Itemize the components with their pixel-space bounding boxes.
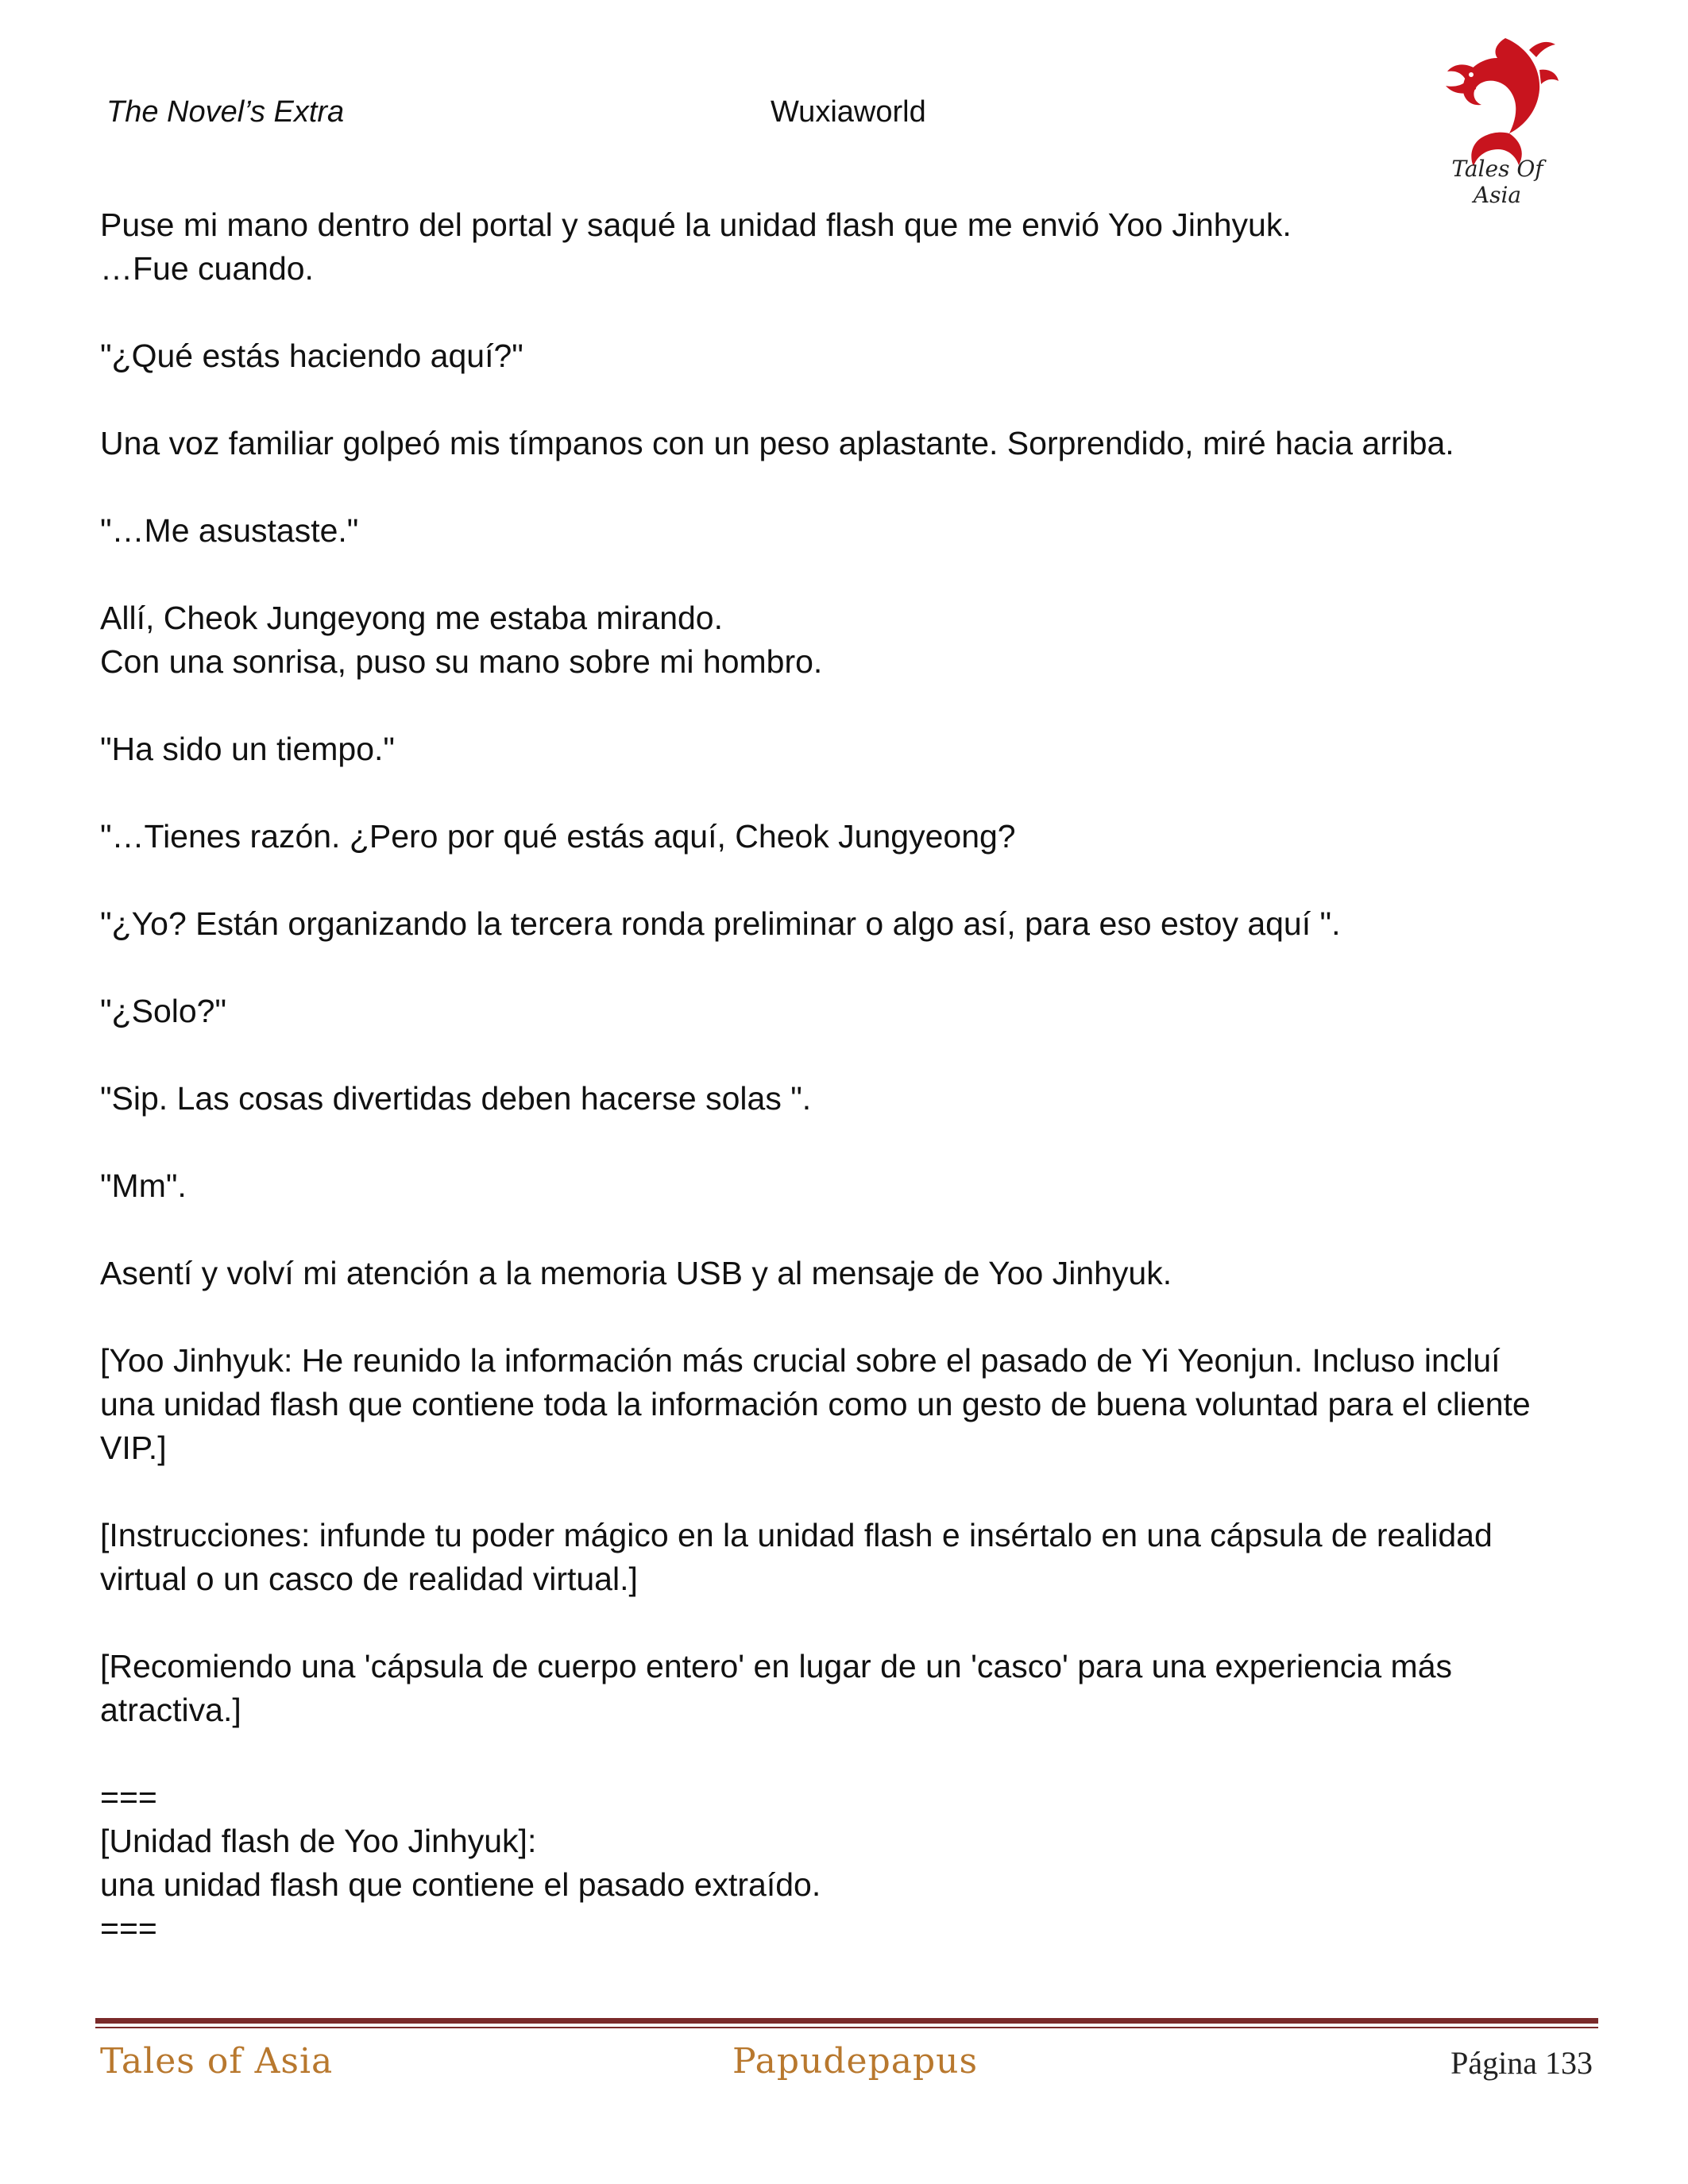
text-line: [Yoo Jinhyuk: He reunido la información más crucial sobre el pasado de Yi Yeonjun. Incluso incluí (100, 1342, 1501, 1379)
footer-translator: Papudepapus (732, 2041, 979, 2082)
text-line: === (100, 1910, 157, 1947)
text-line: [Recomiendo una 'cápsula de cuerpo entero' en lugar de un 'casco' para una experiencia más (100, 1648, 1453, 1684)
paragraph (100, 422, 1593, 465)
text-line: "Mm". (100, 1167, 187, 1204)
text-line: una unidad flash que contiene el pasado extraído. (100, 1866, 821, 1903)
book-title: The Novel’s Extra (106, 95, 345, 129)
paragraph (100, 1776, 1593, 1951)
paragraph (100, 902, 1593, 946)
text-line: "Sip. Las cosas divertidas deben hacerse solas ". (100, 1080, 812, 1117)
paragraph (100, 1252, 1593, 1295)
paragraph (100, 1164, 1593, 1208)
paragraph (100, 727, 1593, 771)
page-number: Página 133 (1450, 2045, 1593, 2081)
text-line: Puse mi mano dentro del portal y saqué la unidad flash que me envió Yoo Jinhyuk. (100, 206, 1292, 243)
paragraph (100, 1077, 1593, 1121)
paragraph (100, 509, 1593, 553)
text-line: virtual o un casco de realidad virtual.] (100, 1561, 638, 1597)
text-line: "…Tienes razón. ¿Pero por qué estás aquí, Cheok Jungyeong? (100, 818, 1016, 855)
site-name: Wuxiaworld (771, 95, 926, 129)
text-line: "…Me asustaste." (100, 512, 359, 549)
text-line: VIP.] (100, 1430, 167, 1466)
text-line: atractiva.] (100, 1692, 241, 1728)
text-line: "Ha sido un tiempo." (100, 731, 395, 767)
paragraph (100, 596, 1593, 684)
footer-rule-thick (95, 2018, 1598, 2024)
text-line: Allí, Cheok Jungeyong me estaba mirando. (100, 600, 724, 636)
text-line: "¿Qué estás haciendo aquí?" (100, 338, 523, 374)
paragraph (100, 1339, 1593, 1470)
text-line: Una voz familiar golpeó mis tímpanos con un peso aplastante. Sorprendido, miré hacia arriba. (100, 425, 1454, 461)
text-line: "¿Solo?" (100, 993, 227, 1029)
text-line: …Fue cuando. (100, 250, 314, 287)
text-line: [Unidad flash de Yoo Jinhyuk]: (100, 1823, 537, 1859)
paragraph (100, 1514, 1593, 1601)
paragraph (100, 990, 1593, 1033)
page-header (0, 0, 1688, 208)
paragraph (100, 1645, 1593, 1732)
text-line: Asentí y volví mi atención a la memoria USB y al mensaje de Yoo Jinhyuk. (100, 1255, 1172, 1291)
paragraph (100, 334, 1593, 378)
paragraph (100, 203, 1593, 291)
footer-rule-thin (95, 2027, 1598, 2028)
text-line: Con una sonrisa, puso su mano sobre mi hombro. (100, 643, 823, 680)
text-line: una unidad flash que contiene toda la información como un gesto de buena voluntad para el cliente (100, 1386, 1531, 1422)
logo-text: Tales Of Asia (1451, 156, 1543, 208)
footer-left-text: Tales of Asia (100, 2041, 334, 2082)
text-line: "¿Yo? Están organizando la tercera ronda preliminar o algo así, para eso estoy aquí ". (100, 905, 1341, 942)
chapter-body (100, 203, 1593, 1951)
paragraph (100, 815, 1593, 859)
text-line: === (100, 1779, 157, 1815)
text-line: [Instrucciones: infunde tu poder mágico en la unidad flash e insértalo en una cápsula de realidad (100, 1517, 1493, 1553)
